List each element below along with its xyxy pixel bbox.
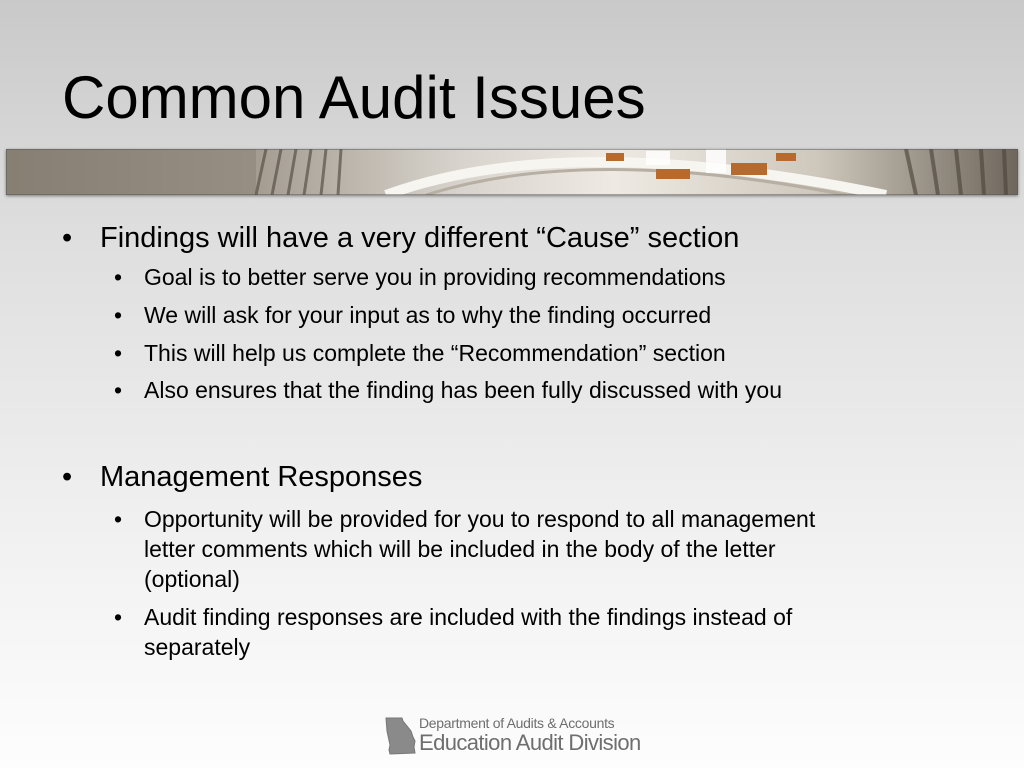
bullet-text: Also ensures that the finding has been fully discussed with you	[144, 377, 782, 403]
bullet-dot: •	[114, 377, 123, 403]
bullet-dot: •	[114, 302, 123, 328]
bullet-text-line: Audit finding responses are included with the findings instead of	[144, 604, 793, 630]
bullet-dot: •	[114, 340, 123, 366]
logo-department-text: Department of Audits & Accounts	[419, 715, 615, 731]
bullet-text-line: (optional)	[144, 566, 240, 592]
bullet-text: Findings will have a very different “Cause” section	[100, 222, 740, 254]
bullet-text-line: separately	[144, 634, 251, 660]
bullet-dot: •	[62, 461, 73, 493]
bullet-text: Management Responses	[100, 461, 423, 493]
footer-logo	[384, 715, 641, 757]
bullet-text: Goal is to better serve you in providing recommendations	[144, 264, 726, 290]
bullet-text: This will help us complete the “Recommendation” section	[144, 340, 726, 366]
bullet-text: We will ask for your input as to why the finding occurred	[144, 302, 712, 328]
bullet-dot: •	[62, 222, 73, 254]
header-banner-image	[6, 149, 1018, 195]
bullet-text-line: Opportunity will be provided for you to respond to all management	[144, 506, 816, 532]
logo-division-text: Education Audit Division	[419, 730, 641, 755]
bullet-text-line: letter comments which will be included in the body of the letter	[144, 536, 776, 562]
rotunda-photo	[6, 149, 1018, 195]
bullet-dot: •	[114, 264, 123, 290]
bullet-dot: •	[114, 506, 123, 532]
georgia-state-outline-icon	[384, 717, 418, 755]
bullet-dot: •	[114, 604, 123, 630]
slide-title: Common Audit Issues	[62, 64, 646, 131]
